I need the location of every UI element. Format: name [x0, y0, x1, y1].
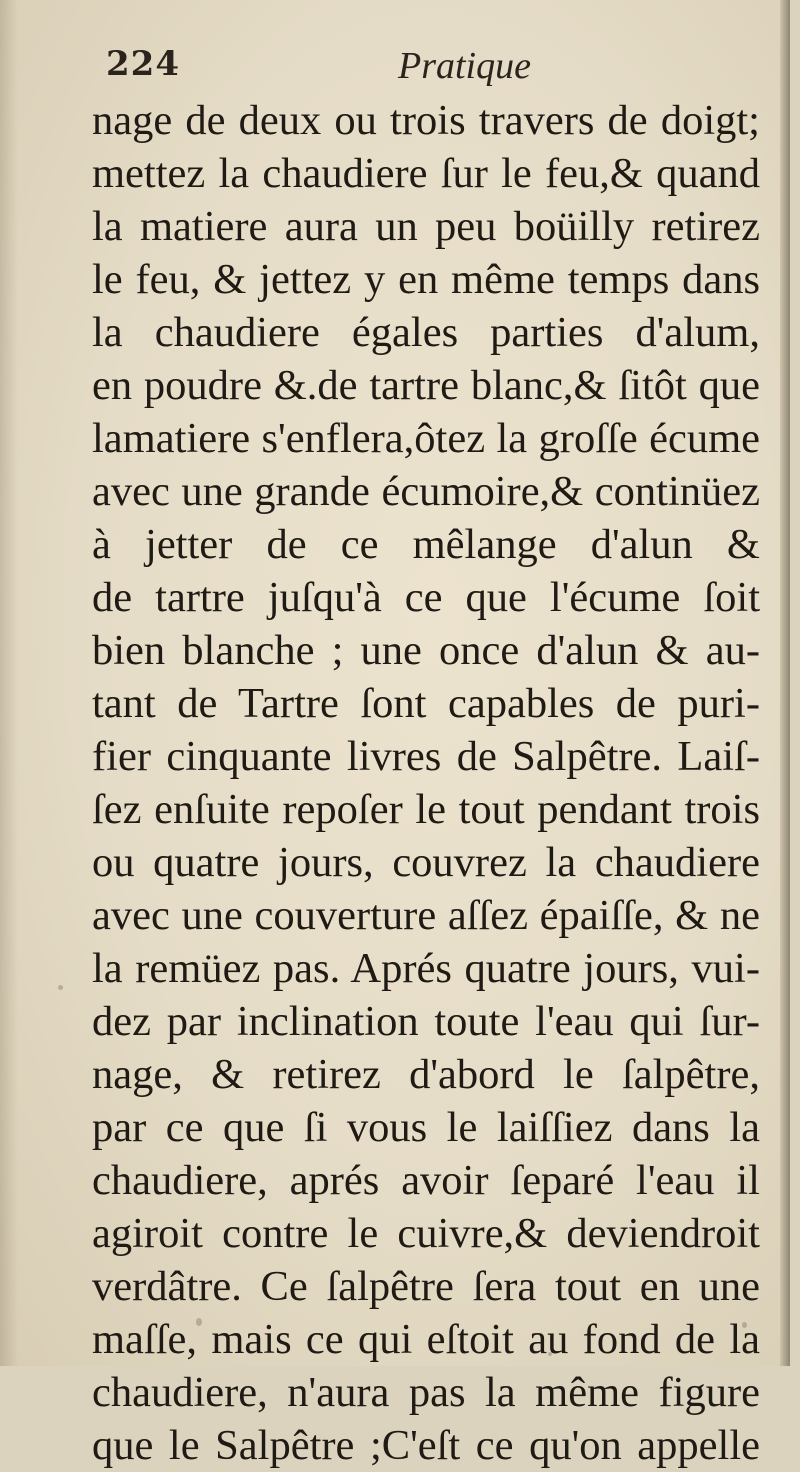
text-line: ou quatre jours, couvrez la chaudiere	[92, 839, 760, 886]
body-text	[92, 94, 760, 1472]
text-line: tant de Tartre ſont capables de puri-	[92, 680, 760, 727]
text-line: en poudre &.de tartre blanc,& ſitôt que	[92, 362, 760, 409]
text-line: chaudiere, aprés avoir ſeparé l'eau il	[92, 1157, 760, 1204]
text-line: maſſe, mais ce qui eſtoit au fond de la	[92, 1316, 760, 1363]
running-head	[0, 44, 790, 94]
text-line: par ce que ſi vous le laiſſiez dans la	[92, 1104, 760, 1151]
text-line: avec une couverture aſſez épaiſſe, & ne	[92, 892, 760, 939]
text-line: mettez la chaudiere ſur le feu,& quand	[92, 150, 760, 197]
text-line: lamatiere s'enflera,ôtez la groſſe écume	[92, 415, 760, 462]
page-edge	[780, 0, 790, 1366]
text-line: verdâtre. Ce ſalpêtre ſera tout en une	[92, 1263, 760, 1310]
text-line: avec une grande écumoire,& continüez	[92, 468, 760, 515]
paper-speck	[196, 1318, 202, 1326]
text-line: dez par inclination toute l'eau qui ſur-	[92, 998, 760, 1045]
text-line: nage, & retirez d'abord le ſalpêtre,	[92, 1051, 760, 1098]
text-line: nage de deux ou trois travers de doigt;	[92, 97, 760, 144]
paper-speck	[548, 1352, 552, 1356]
text-line: chaudiere, n'aura pas la même figure	[92, 1369, 760, 1416]
text-line: que le Salpêtre ;C'eſt ce qu'on appelle	[92, 1422, 760, 1469]
text-line: la matiere aura un peu boüilly retirez	[92, 203, 760, 250]
text-line: la remüez pas. Aprés quatre jours, vui-	[92, 945, 760, 992]
text-line: ſez enſuite repoſer le tout pendant trois	[92, 786, 760, 833]
paper-speck	[742, 1322, 747, 1328]
text-line: la chaudiere égales parties d'alum,	[92, 309, 760, 356]
text-line: fier cinquante livres de Salpêtre. Laiſ-	[92, 733, 760, 780]
text-line: agiroit contre le cuivre,& deviendroit	[92, 1210, 760, 1257]
text-line: à jetter de ce mêlange d'alun &	[92, 521, 760, 568]
running-title: Pratique	[398, 45, 531, 87]
text-line: le feu, & jettez y en même temps dans	[92, 256, 760, 303]
text-line: de tartre juſqu'à ce que l'écume ſoit	[92, 574, 760, 621]
page-number: 224	[106, 44, 180, 84]
paper-speck	[58, 985, 63, 990]
gutter-shadow	[0, 0, 18, 1366]
text-line: bien blanche ; une once d'alun & au-	[92, 627, 760, 674]
